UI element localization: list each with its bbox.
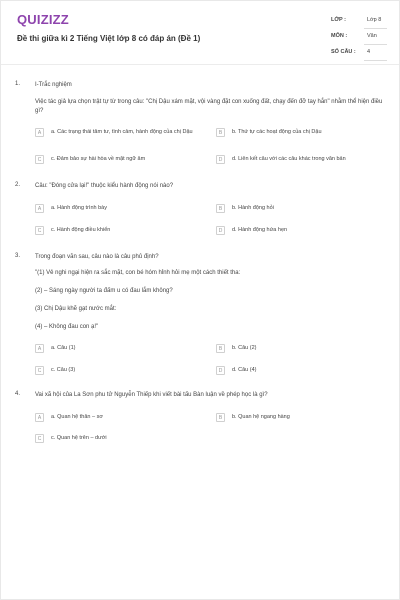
page-title: Đề thi giữa kì 2 Tiếng Việt lớp 8 có đáp án (Đề 1) <box>17 34 201 43</box>
answer-option-c[interactable] <box>35 434 205 448</box>
question-text: Câu: "Đóng cửa lại!" thuộc kiểu hành động nói nào? <box>35 183 174 189</box>
meta-underline <box>364 28 387 29</box>
option-text: c. Quan hệ trên – dưới <box>51 435 107 441</box>
meta-key: LỚP : <box>331 17 346 23</box>
question-text: Trong đoạn văn sau, câu nào là câu phủ định? <box>35 254 159 260</box>
option-text: a. Câu (1) <box>51 345 76 351</box>
answer-option-d[interactable] <box>216 226 386 240</box>
option-text: a. Các trạng thái tâm tư, tình cảm, hành động của chị Dậu <box>51 129 193 135</box>
meta-value: Văn <box>367 33 377 39</box>
option-text: b. Câu (2) <box>232 345 257 351</box>
answer-option-a[interactable] <box>35 128 205 142</box>
answer-option-b[interactable] <box>216 344 386 358</box>
meta-value: Lớp 8 <box>367 17 382 23</box>
option-letter: D <box>216 155 225 164</box>
option-letter: B <box>216 204 225 213</box>
option-letter: B <box>216 413 225 422</box>
question-text: Việc tác giả lựa chọn trật tự từ trong câu: "Chị Dậu xám mặt, vội vàng đặt con xuống đất, chạy đến đỡ tay hắn" nhằm thể hiện điều gì? <box>35 99 383 114</box>
passage-line: (3) Chị Dậu khẽ gạt nước mắt: <box>35 306 117 312</box>
meta-row-count <box>331 47 387 63</box>
meta-key: SỐ CÂU : <box>331 49 356 55</box>
question-text: Vai xã hội của La Sơn phu tử Nguyễn Thiếp khi viết bài tấu Bàn luận về phép học là gì? <box>35 392 268 398</box>
answer-option-c[interactable] <box>35 226 205 240</box>
meta-underline <box>364 44 387 45</box>
option-text: b. Thứ tự các hoạt động của chị Dậu <box>232 129 322 135</box>
option-letter: D <box>216 226 225 235</box>
meta-underline <box>364 60 387 61</box>
quizizz-logo: QUIZIZZ <box>17 12 69 27</box>
section-heading: I-Trắc nghiệm <box>35 82 72 88</box>
meta-row-subject <box>331 31 387 47</box>
option-letter: A <box>35 128 44 137</box>
meta-box <box>331 15 387 63</box>
passage-line: "(1) Vẻ nghi ngại hiện ra sắc mặt, con bé hóm hỉnh hỏi mẹ một cách thiết tha: <box>35 270 241 276</box>
option-text: c. Hành động điều khiển <box>51 227 111 233</box>
passage-line: (2) – Sáng ngày người ta đấm u có đau lắm không? <box>35 288 173 294</box>
option-text: c. Đảm bảo sự hài hòa về mặt ngữ âm <box>51 156 146 162</box>
meta-row-class <box>331 15 387 31</box>
option-text: b. Quan hệ ngang hàng <box>232 414 290 420</box>
answer-option-c[interactable] <box>35 155 205 169</box>
header-divider <box>1 64 399 65</box>
answer-option-a[interactable] <box>35 204 205 218</box>
option-letter: B <box>216 344 225 353</box>
answer-option-d[interactable] <box>216 155 386 169</box>
answer-option-d[interactable] <box>216 366 386 380</box>
option-text: d. Hành động hứa hẹn <box>232 227 288 233</box>
question-number: 3. <box>15 253 21 259</box>
answer-option-b[interactable] <box>216 128 386 142</box>
option-letter: B <box>216 128 225 137</box>
option-letter: A <box>35 344 44 353</box>
answer-option-b[interactable] <box>216 204 386 218</box>
option-text: c. Câu (3) <box>51 367 76 373</box>
option-text: d. Liên kết câu với các câu khác trong văn bản <box>232 156 346 162</box>
question-number: 1. <box>15 81 21 87</box>
option-text: d. Câu (4) <box>232 367 257 373</box>
option-letter: A <box>35 204 44 213</box>
option-text: a. Hành động trình bày <box>51 205 107 211</box>
question-number: 4. <box>15 391 21 397</box>
answer-option-b[interactable] <box>216 413 386 427</box>
passage-line: (4) – Không đau con ạ!" <box>35 324 99 330</box>
meta-key: MÔN : <box>331 33 348 39</box>
option-letter: C <box>35 366 44 375</box>
option-letter: D <box>216 366 225 375</box>
option-letter: C <box>35 226 44 235</box>
option-letter: A <box>35 413 44 422</box>
answer-option-a[interactable] <box>35 344 205 358</box>
answer-option-a[interactable] <box>35 413 205 427</box>
option-letter: C <box>35 155 44 164</box>
meta-value: 4 <box>367 49 371 55</box>
option-text: a. Quan hệ thân – sơ <box>51 414 103 420</box>
option-text: b. Hành động hỏi <box>232 205 274 211</box>
option-letter: C <box>35 434 44 443</box>
answer-option-c[interactable] <box>35 366 205 380</box>
question-number: 2. <box>15 182 21 188</box>
